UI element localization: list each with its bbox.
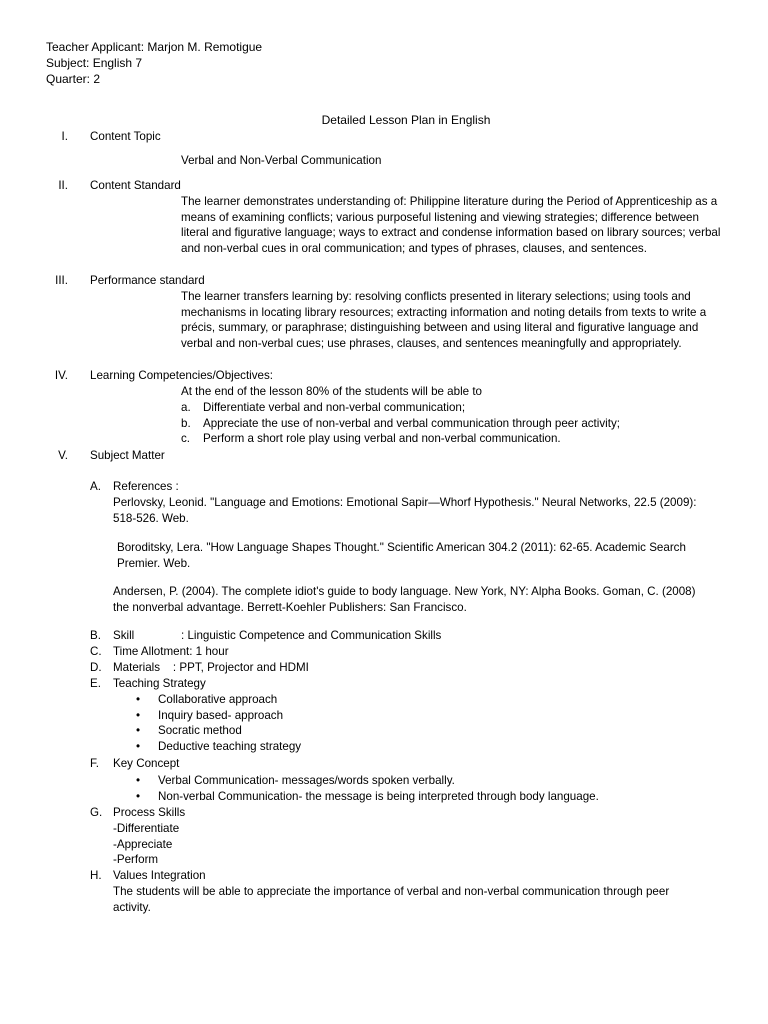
section-3-number: III. <box>55 274 68 287</box>
teacher-applicant: Teacher Applicant: Marjon M. Remotigue <box>46 40 263 54</box>
section-2-body: The learner demonstrates understanding of: Philippine literature during the Period of Apprenticeship as a means of examining conflicts; various purposeful listening and viewing strategies; difference between literal and figurative language; ways to extract and condense information based on library sources; verbal and non-verbal cues in oral communication; and types of phrases, clauses, and sentences. <box>181 195 721 255</box>
section-1-number: I. <box>61 130 68 143</box>
list-item: -Appreciate <box>113 837 173 851</box>
key-concept-title: Key Concept <box>113 757 180 770</box>
list-item: • Deductive teaching strategy <box>136 739 302 753</box>
section-3-body: The learner transfers learning by: resolving conflicts presented in literary selections; using tools and mechanisms in locating library resources; extracting information and noting details from texts to write a précis, summary, or paraphrase; distinguishing between and using literal and figurative language and verbal and non-verbal cues; use phrases, clauses, and sentences meaningfully and appropriately. <box>181 290 707 350</box>
references-title: References : <box>113 480 179 493</box>
bullet-icon: • <box>136 708 141 722</box>
item-d-letter: D. <box>90 661 102 674</box>
subject-line: Subject: English 7 <box>46 55 143 70</box>
item-c-letter: C. <box>90 645 102 658</box>
bullet-icon: • <box>136 693 141 706</box>
process-skills-list <box>113 821 713 868</box>
bullet-icon: • <box>136 774 141 787</box>
section-1-body: Verbal and Non-Verbal Communication <box>181 154 382 167</box>
section-5-title: Subject Matter <box>90 449 165 462</box>
reference-2: Boroditsky, Lera. "How Language Shapes Thought." Scientific American 304.2 (2011): 62-65. Academic Search Premier. Web. <box>117 541 686 570</box>
section-2-title: Content Standard <box>90 179 181 192</box>
reference-1: Perlovsky, Leonid. "Language and Emotions: Emotional Sapir—Whorf Hypothesis." Neural Networks, 22.5 (2009): 518-526. Web. <box>113 496 697 525</box>
list-item: • Collaborative approach <box>136 693 278 706</box>
list-item: • Non-verbal Communication- the message is being interpreted through body language. <box>136 789 599 803</box>
values-integration-title: Values Integration <box>113 869 206 882</box>
quarter-line: Quarter: 2 <box>46 71 101 86</box>
item-b-letter: B. <box>90 629 101 642</box>
document-title: Detailed Lesson Plan in English <box>321 113 491 127</box>
process-skills-title: Process Skills <box>113 806 186 819</box>
reference-3: Andersen, P. (2004). The complete idiot's guide to body language. New York, NY: Alpha Books. Goman, C. (2008) the nonverbal advantage. Berrett-Koehler Publishers: San Francisco. <box>113 585 696 614</box>
item-h-letter: H. <box>90 869 102 882</box>
bullet-icon: • <box>136 789 141 803</box>
list-item: • Inquiry based- approach <box>136 708 284 722</box>
teaching-strategy-list <box>136 692 696 754</box>
section-1-title: Content Topic <box>90 130 161 143</box>
bullet-icon: • <box>136 739 141 753</box>
time-allotment: Time Allotment: 1 hour <box>113 645 229 658</box>
skill-label: Skill <box>113 629 135 642</box>
key-concept-list <box>136 773 696 804</box>
objective-item: a. Differentiate verbal and non-verbal communication; <box>181 401 466 414</box>
section-5-number: V. <box>58 449 68 462</box>
item-g-letter: G. <box>90 806 103 819</box>
objectives-intro: At the end of the lesson 80% of the students will be able to <box>181 385 482 398</box>
section-4-title: Learning Competencies/Objectives: <box>90 369 274 382</box>
skill-value: : Linguistic Competence and Communication Skills <box>181 629 442 642</box>
item-a-letter: A. <box>90 480 101 493</box>
objectives-list <box>181 400 721 447</box>
item-e-letter: E. <box>90 677 101 690</box>
list-item: • Verbal Communication- messages/words spoken verbally. <box>136 774 455 787</box>
bullet-icon: • <box>136 724 141 738</box>
objective-item: b. Appreciate the use of non-verbal and verbal communication through peer activity; <box>181 416 620 430</box>
section-3-title: Performance standard <box>90 274 205 287</box>
document-header <box>46 40 262 87</box>
materials: Materials : PPT, Projector and HDMI <box>113 661 309 674</box>
list-item: -Perform <box>113 853 159 867</box>
objective-item: c. Perform a short role play using verbal and non-verbal communication. <box>181 432 561 446</box>
list-item: • Socratic method <box>136 724 242 738</box>
teaching-strategy-title: Teaching Strategy <box>113 677 206 690</box>
section-4-number: IV. <box>54 369 68 382</box>
values-integration-body: The students will be able to appreciate the importance of verbal and non-verbal communication through peer activity. <box>113 885 670 914</box>
item-f-letter: F. <box>90 757 100 770</box>
list-item: -Differentiate <box>113 822 180 835</box>
section-2-number: II. <box>58 179 68 192</box>
